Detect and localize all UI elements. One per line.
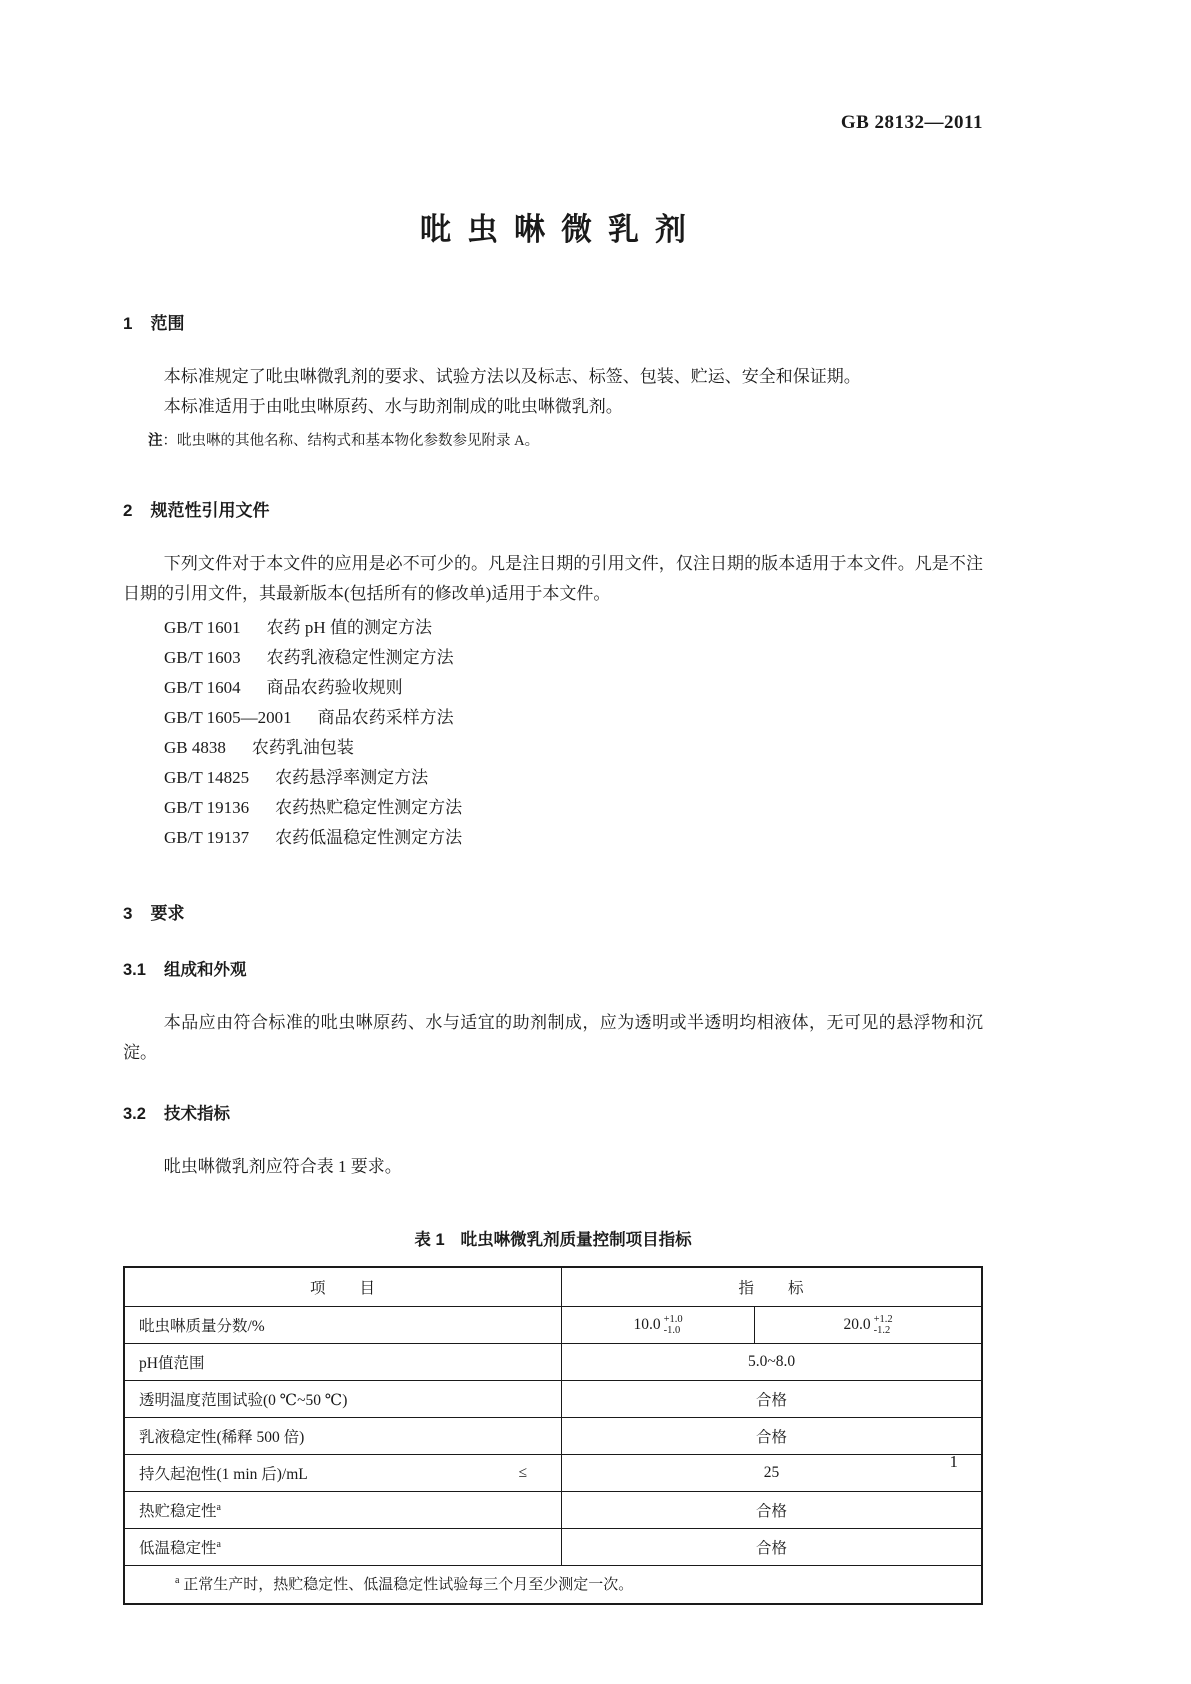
table-row-heat-storage xyxy=(124,1492,982,1529)
paragraph: 本标准适用于由吡虫啉原药、水与助剂制成的吡虫啉微乳剂。 xyxy=(163,397,623,416)
reference-code: GB 4838 xyxy=(164,738,226,757)
table-row-cold-storage xyxy=(124,1529,982,1566)
lower-tolerance: -1.0 xyxy=(663,1325,681,1336)
tolerance-value xyxy=(843,1314,892,1337)
table-caption-label: 表 1 xyxy=(414,1231,445,1249)
section-title: 技术指标 xyxy=(163,1105,230,1123)
reference-item xyxy=(123,643,983,673)
table-row-clarity xyxy=(124,1381,982,1418)
table-footnote xyxy=(124,1566,982,1605)
footnote-marker: a xyxy=(216,1538,221,1550)
doc-title: 吡虫啉微乳剂 xyxy=(420,212,702,247)
table-header-row xyxy=(124,1267,982,1307)
section-1-heading xyxy=(123,309,983,334)
table-caption xyxy=(123,1226,983,1250)
footnote-text: 正常生产时，热贮稳定性、低温稳定性试验每三个月至少测定一次。 xyxy=(183,1577,634,1593)
section-title: 范围 xyxy=(150,314,185,333)
footnote-marker: a xyxy=(175,1575,180,1586)
note-text: ：吡虫啉的其他名称、结构式和基本物化参数参见附录 A。 xyxy=(162,433,540,449)
row-item-label xyxy=(124,1418,562,1455)
row-value xyxy=(562,1307,755,1344)
row-item-text: 低温稳定性 xyxy=(139,1540,217,1557)
reference-item xyxy=(123,673,983,703)
table-row-ph xyxy=(124,1344,982,1381)
row-value xyxy=(755,1307,982,1344)
nominal-value: 10.0 xyxy=(633,1316,661,1333)
row-item-text: 持久起泡性(1 min 后)/mL xyxy=(139,1466,308,1483)
section-title: 要求 xyxy=(150,904,185,923)
row-item-label: 透明温度范围试验(0 ℃~50 ℃) xyxy=(124,1381,562,1418)
reference-name: 商品农药采样方法 xyxy=(317,708,454,727)
section-title: 规范性引用文件 xyxy=(150,501,270,520)
table-row-mass-fraction xyxy=(124,1307,982,1344)
reference-code: GB/T 1604 xyxy=(164,678,241,697)
section-3-heading xyxy=(123,899,983,924)
section-3-1-heading xyxy=(123,956,983,980)
row-value: 25 xyxy=(562,1455,982,1492)
table-caption-text: 吡虫啉微乳剂质量控制项目指标 xyxy=(460,1231,692,1249)
row-item-text: 热贮稳定性 xyxy=(139,1503,217,1520)
table-row-foaming xyxy=(124,1455,982,1492)
reference-item xyxy=(123,613,983,643)
reference-item xyxy=(123,703,983,733)
section-title: 组成和外观 xyxy=(163,961,247,979)
page-number: 1 xyxy=(949,1452,958,1471)
section-3-2-heading xyxy=(123,1100,983,1124)
reference-name: 农药热贮稳定性测定方法 xyxy=(275,798,463,817)
reference-code: GB/T 14825 xyxy=(164,768,250,787)
table-row-emulsion-stability xyxy=(124,1418,982,1455)
spec-table xyxy=(123,1266,983,1605)
note-label: 注 xyxy=(148,433,163,449)
reference-code: GB/T 1601 xyxy=(164,618,241,637)
section-number: 3.2 xyxy=(123,1105,146,1123)
row-value: 合格 xyxy=(562,1492,982,1529)
reference-name: 商品农药验收规则 xyxy=(266,678,403,697)
reference-name: 农药乳油包装 xyxy=(251,738,354,757)
reference-item xyxy=(123,733,983,763)
row-item-label: pH值范围 xyxy=(124,1344,562,1381)
paragraph: 吡虫啉微乳剂应符合表 1 要求。 xyxy=(163,1157,402,1176)
normative-references-list xyxy=(123,613,983,853)
section-number: 3.1 xyxy=(123,961,146,979)
reference-item xyxy=(123,763,983,793)
tolerance-value xyxy=(634,1314,683,1337)
reference-name: 农药低温稳定性测定方法 xyxy=(275,828,463,847)
row-value: 合格 xyxy=(562,1529,982,1566)
col-header-index: 指 标 xyxy=(562,1267,982,1307)
note xyxy=(123,428,983,454)
reference-item xyxy=(123,793,983,823)
less-than-or-equal-sign: ≤ xyxy=(518,1464,528,1481)
footnote-marker: a xyxy=(216,1501,221,1513)
col-header-item: 项 目 xyxy=(124,1267,562,1307)
section-number: 2 xyxy=(123,501,133,520)
row-item-label xyxy=(124,1455,562,1492)
row-item-text: 乳液稳定性(稀释 500 倍) xyxy=(139,1429,305,1446)
reference-code: GB/T 1605—2001 xyxy=(164,708,292,727)
reference-code: GB/T 19137 xyxy=(164,828,250,847)
row-value: 5.0~8.0 xyxy=(562,1344,982,1381)
reference-name: 农药悬浮率测定方法 xyxy=(275,768,429,787)
section-number: 1 xyxy=(123,314,133,333)
paragraph: 下列文件对于本文件的应用是必不可少的。凡是注日期的引用文件，仅注日期的版本适用于本文件。凡是不注日期的引用文件，其最新版本(包括所有的修改单)适用于本文件。 xyxy=(123,554,983,603)
nominal-value: 20.0 xyxy=(843,1316,871,1333)
section-number: 3 xyxy=(123,904,133,923)
reference-code: GB/T 19136 xyxy=(164,798,250,817)
row-item-label: 吡虫啉质量分数/% xyxy=(124,1307,562,1344)
paragraph: 本标准规定了吡虫啉微乳剂的要求、试验方法以及标志、标签、包装、贮运、安全和保证期。 xyxy=(163,367,861,386)
upper-tolerance: +1.2 xyxy=(873,1313,893,1325)
paragraph: 本品应由符合标准的吡虫啉原药、水与适宜的助剂制成，应为透明或半透明均相液体，无可见的悬浮物和沉淀。 xyxy=(123,1013,983,1062)
row-value: 合格 xyxy=(562,1418,982,1455)
doc-number: GB 28132—2011 xyxy=(840,112,983,133)
upper-tolerance: +1.0 xyxy=(663,1313,683,1325)
reference-name: 农药乳液稳定性测定方法 xyxy=(266,648,454,667)
reference-item xyxy=(123,823,983,853)
reference-code: GB/T 1603 xyxy=(164,648,241,667)
lower-tolerance: -1.2 xyxy=(873,1325,891,1336)
row-item-label xyxy=(124,1492,562,1529)
reference-name: 农药 pH 值的测定方法 xyxy=(266,618,432,637)
table-footnote-row xyxy=(124,1566,982,1605)
section-2-heading xyxy=(123,496,983,521)
row-item-label xyxy=(124,1529,562,1566)
row-value: 合格 xyxy=(562,1381,982,1418)
